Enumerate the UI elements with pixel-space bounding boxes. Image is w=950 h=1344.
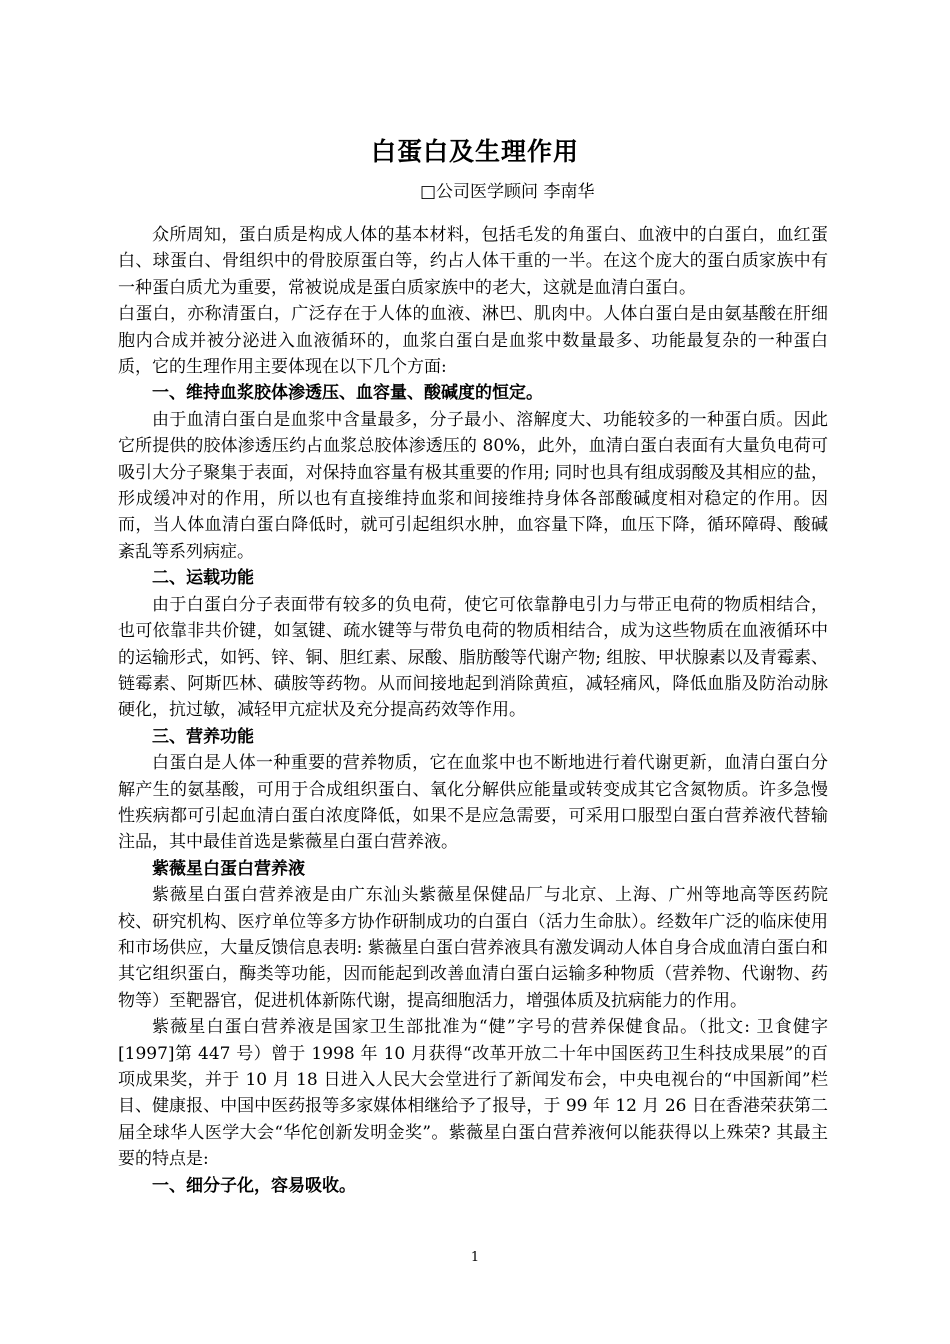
- section-heading-3: 三、营养功能: [152, 726, 254, 747]
- paragraph-product-2: 紫薇星白蛋白营养液是国家卫生部批准为“健”字号的营养保健食品。（批文: 卫食健字[1997]第 447 号）曾于 1998 年 10 月获得“改革开放二十年中国医药卫生科技成果展”的百项成果奖，并于 10 月 18 日进入人民大会堂进行了新闻发布会，中央电视台的“中国新闻”栏目、健康报、中国中医药报等多家媒体相继给予了报导，于 99 年 12 月 26 日在香港荣获第二届全球华人医学大会“华佗创新发明金奖”。紫薇星白蛋白营养液何以能获得以上殊荣? 其最主要的特点是:: [118, 1017, 828, 1170]
- section-heading-2: 二、运载功能: [152, 568, 254, 589]
- paragraph-section-3: 白蛋白是人体一种重要的营养物质，它在血浆中也不断地进行着代谢更新，血清白蛋白分解产生的氨基酸，可用于合成组织蛋白、氧化分解供应能量或转变成其它含氮物质。许多急慢性疾病都可引起血清白蛋白浓度降低，如果不是应急需要，可采用口服型白蛋白营养液代替输注品，其中最佳首选是紫薇星白蛋白营养液。: [118, 753, 828, 853]
- section-heading-feature-1: 一、细分子化，容易吸收。: [152, 1175, 356, 1196]
- document-author: □公司医学顾问 李南华: [420, 182, 595, 202]
- paragraph-section-1: 由于血清白蛋白是血浆中含量最多，分子最小、溶解度大、功能较多的一种蛋白质。因此它所提供的胶体渗透压约占血浆总胶体渗透压的 80%，此外，血清白蛋白表面有大量负电荷可吸引大分子聚集于表面，对保持血容量有极其重要的作用; 同时也具有组成弱酸及其相应的盐，形成缓冲对的作用，所以也有直接维持血浆和间接维持身体各部酸碱度相对稳定的作用。因而，当人体血清白蛋白降低时，就可引起组织水肿，血容量下降，血压下降，循环障碍、酸碱紊乱等系列病症。: [118, 409, 828, 562]
- paragraph-product-1: 紫薇星白蛋白营养液是由广东汕头紫薇星保健品厂与北京、上海、广州等地高等医药院校、研究机构、医疗单位等多方协作研制成功的白蛋白（活力生命肽）。经数年广泛的临床使用和市场供应，大量反馈信息表明: 紫薇星白蛋白营养液具有激发调动人体自身合成血清白蛋白和其它组织蛋白，酶类等功能，因而能起到改善血清白蛋白运输多种物质（营养物、代谢物、药物等）至靶器官，促进机体新陈代谢，提高细胞活力，增强体质及抗病能力的作用。: [118, 885, 828, 1011]
- document-body: [118, 222, 828, 1199]
- section-heading-product: 紫薇星白蛋白营养液: [152, 858, 305, 879]
- paragraph-intro: 众所周知，蛋白质是构成人体的基本材料，包括毛发的角蛋白、血液中的白蛋白，血红蛋白、球蛋白、骨组织中的骨胶原蛋白等，约占人体干重的一半。在这个庞大的蛋白质家族中有一种蛋白质尤为重要，常被说成是蛋白质家族中的老大，这就是血清白蛋白。: [118, 225, 828, 298]
- paragraph-albumin-definition: 白蛋白，亦称清蛋白，广泛存在于人体的血液、淋巴、肌肉中。人体白蛋白是由氨基酸在肝细胞内合成并被分泌进入血液循环的，血浆白蛋白是血浆中数量最多、功能最复杂的一种蛋白质，它的生理作用主要体现在以下几个方面:: [118, 304, 828, 378]
- paragraph-section-2: 由于白蛋白分子表面带有较多的负电荷，使它可依靠静电引力与带正电荷的物质相结合，也可依靠非共价键，如氢键、疏水键等与带负电荷的物质相结合，成为这些物质在血液循环中的运输形式，如钙、锌、铜、胆红素、尿酸、脂肪酸等代谢产物; 组胺、甲状腺素以及青霉素、链霉素、阿斯匹林、磺胺等药物。从而间接地起到消除黄疸，减轻痛风，降低血脂及防治动脉硬化，抗过敏，减轻甲亢症状及充分提高药效等作用。: [118, 594, 828, 721]
- section-heading-1: 一、维持血浆胶体渗透压、血容量、酸碱度的恒定。: [152, 383, 543, 404]
- page-number: 1: [470, 1250, 480, 1265]
- document-title: 白蛋白及生理作用: [370, 137, 579, 166]
